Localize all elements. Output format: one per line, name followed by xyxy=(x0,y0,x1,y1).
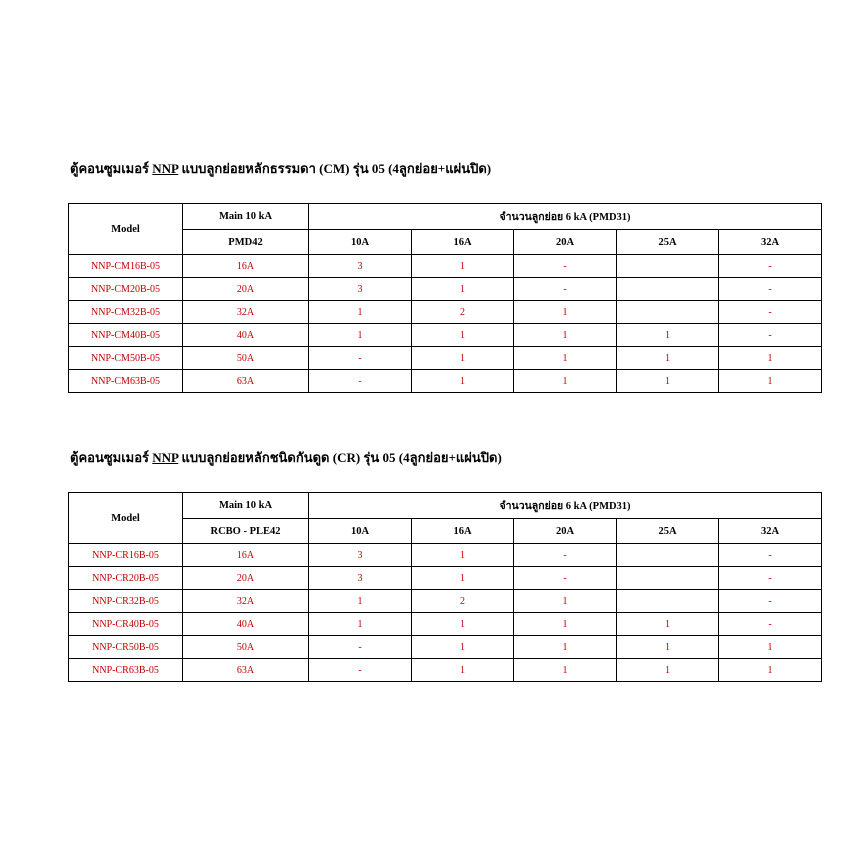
header-main-type: RCBO - PLE42 xyxy=(183,519,309,544)
cell-main: 50A xyxy=(183,347,309,370)
cell-10a: - xyxy=(309,347,412,370)
cell-10a: 1 xyxy=(309,590,412,613)
cell-32a: - xyxy=(719,590,822,613)
table-row xyxy=(69,636,822,659)
header-amp: 10A xyxy=(309,230,412,255)
cell-model: NNP-CM20B-05 xyxy=(69,278,183,301)
cell-main: 32A xyxy=(183,301,309,324)
cell-model: NNP-CR20B-05 xyxy=(69,567,183,590)
cell-20a: 1 xyxy=(514,324,617,347)
cell-20a: 1 xyxy=(514,659,617,682)
cell-model: NNP-CR63B-05 xyxy=(69,659,183,682)
table-row xyxy=(69,301,822,324)
cell-20a: - xyxy=(514,544,617,567)
cell-model: NNP-CR40B-05 xyxy=(69,613,183,636)
cell-16a: 1 xyxy=(412,347,514,370)
cell-25a xyxy=(617,301,719,324)
header-amp: 25A xyxy=(617,519,719,544)
cell-32a: - xyxy=(719,324,822,347)
cell-main: 16A xyxy=(183,255,309,278)
cell-main: 63A xyxy=(183,659,309,682)
cell-20a: 1 xyxy=(514,636,617,659)
cell-16a: 1 xyxy=(412,613,514,636)
cell-16a: 1 xyxy=(412,278,514,301)
cell-16a: 1 xyxy=(412,324,514,347)
cell-25a xyxy=(617,590,719,613)
cell-16a: 2 xyxy=(412,590,514,613)
cell-25a xyxy=(617,567,719,590)
cell-10a: - xyxy=(309,370,412,393)
table-row xyxy=(69,278,822,301)
cell-20a: - xyxy=(514,278,617,301)
cell-20a: 1 xyxy=(514,613,617,636)
table-row xyxy=(69,590,822,613)
cell-32a: - xyxy=(719,278,822,301)
brand-name: NNP xyxy=(152,161,179,176)
cell-main: 20A xyxy=(183,567,309,590)
cell-32a: - xyxy=(719,567,822,590)
cell-10a: 3 xyxy=(309,278,412,301)
table-row xyxy=(69,544,822,567)
title-prefix: ตู้คอนซูมเมอร์ xyxy=(70,450,150,465)
header-amp: 20A xyxy=(514,519,617,544)
cell-main: 63A xyxy=(183,370,309,393)
header-main: Main 10 kA xyxy=(183,493,309,519)
cell-main: 16A xyxy=(183,544,309,567)
cell-32a: 1 xyxy=(719,347,822,370)
cell-main: 40A xyxy=(183,613,309,636)
header-amp: 20A xyxy=(514,230,617,255)
cell-32a: - xyxy=(719,544,822,567)
table-row xyxy=(69,613,822,636)
cell-32a: - xyxy=(719,255,822,278)
table-row xyxy=(69,659,822,682)
cell-10a: 1 xyxy=(309,613,412,636)
table-row xyxy=(69,347,822,370)
cell-10a: 3 xyxy=(309,255,412,278)
cell-model: NNP-CM40B-05 xyxy=(69,324,183,347)
cell-main: 20A xyxy=(183,278,309,301)
cell-25a xyxy=(617,255,719,278)
table-row xyxy=(69,567,822,590)
cell-25a: 1 xyxy=(617,613,719,636)
title-suffix: แบบลูกย่อยหลักชนิดกันดูด (CR) รุ่น 05 (4ลูกย่อย+แผ่นปิด) xyxy=(181,450,502,465)
spec-table-cr xyxy=(68,492,822,682)
cell-main: 50A xyxy=(183,636,309,659)
header-amp: 16A xyxy=(412,230,514,255)
cell-20a: 1 xyxy=(514,301,617,324)
header-model: Model xyxy=(69,204,183,255)
cell-main: 32A xyxy=(183,590,309,613)
cell-16a: 1 xyxy=(412,370,514,393)
cell-32a: 1 xyxy=(719,636,822,659)
cell-model: NNP-CM16B-05 xyxy=(69,255,183,278)
table-row xyxy=(69,324,822,347)
cell-16a: 2 xyxy=(412,301,514,324)
cell-10a: - xyxy=(309,659,412,682)
cell-25a xyxy=(617,544,719,567)
cell-10a: 3 xyxy=(309,567,412,590)
cell-20a: - xyxy=(514,255,617,278)
header-amp: 32A xyxy=(719,230,822,255)
cell-32a: - xyxy=(719,301,822,324)
spec-table-cm xyxy=(68,203,822,393)
cell-model: NNP-CR50B-05 xyxy=(69,636,183,659)
cell-main: 40A xyxy=(183,324,309,347)
cell-16a: 1 xyxy=(412,636,514,659)
cell-20a: 1 xyxy=(514,590,617,613)
cell-model: NNP-CR16B-05 xyxy=(69,544,183,567)
cell-model: NNP-CR32B-05 xyxy=(69,590,183,613)
table-row xyxy=(69,255,822,278)
title-suffix: แบบลูกย่อยหลักธรรมดา (CM) รุ่น 05 (4ลูกย่อย+แผ่นปิด) xyxy=(181,161,492,176)
cell-model: NNP-CM32B-05 xyxy=(69,301,183,324)
cell-10a: 1 xyxy=(309,301,412,324)
section-title-cm xyxy=(70,158,491,179)
cell-32a: - xyxy=(719,613,822,636)
header-amp: 16A xyxy=(412,519,514,544)
cell-25a: 1 xyxy=(617,636,719,659)
cell-20a: 1 xyxy=(514,347,617,370)
cell-25a xyxy=(617,278,719,301)
header-branch: จำนวนลูกย่อย 6 kA (PMD31) xyxy=(309,493,822,519)
header-amp: 25A xyxy=(617,230,719,255)
cell-model: NNP-CM50B-05 xyxy=(69,347,183,370)
cell-32a: 1 xyxy=(719,370,822,393)
header-branch: จำนวนลูกย่อย 6 kA (PMD31) xyxy=(309,204,822,230)
header-main: Main 10 kA xyxy=(183,204,309,230)
cell-16a: 1 xyxy=(412,567,514,590)
header-model: Model xyxy=(69,493,183,544)
cell-model: NNP-CM63B-05 xyxy=(69,370,183,393)
section-title-cr xyxy=(70,447,502,468)
cell-25a: 1 xyxy=(617,659,719,682)
brand-name: NNP xyxy=(152,450,179,465)
title-prefix: ตู้คอนซูมเมอร์ xyxy=(70,161,150,176)
cell-16a: 1 xyxy=(412,659,514,682)
header-amp: 32A xyxy=(719,519,822,544)
cell-25a: 1 xyxy=(617,370,719,393)
header-main-type: PMD42 xyxy=(183,230,309,255)
cell-20a: 1 xyxy=(514,370,617,393)
cell-25a: 1 xyxy=(617,324,719,347)
cell-32a: 1 xyxy=(719,659,822,682)
table-row xyxy=(69,370,822,393)
cell-25a: 1 xyxy=(617,347,719,370)
cell-16a: 1 xyxy=(412,544,514,567)
cell-10a: - xyxy=(309,636,412,659)
cell-10a: 1 xyxy=(309,324,412,347)
header-amp: 10A xyxy=(309,519,412,544)
cell-20a: - xyxy=(514,567,617,590)
cell-10a: 3 xyxy=(309,544,412,567)
cell-16a: 1 xyxy=(412,255,514,278)
